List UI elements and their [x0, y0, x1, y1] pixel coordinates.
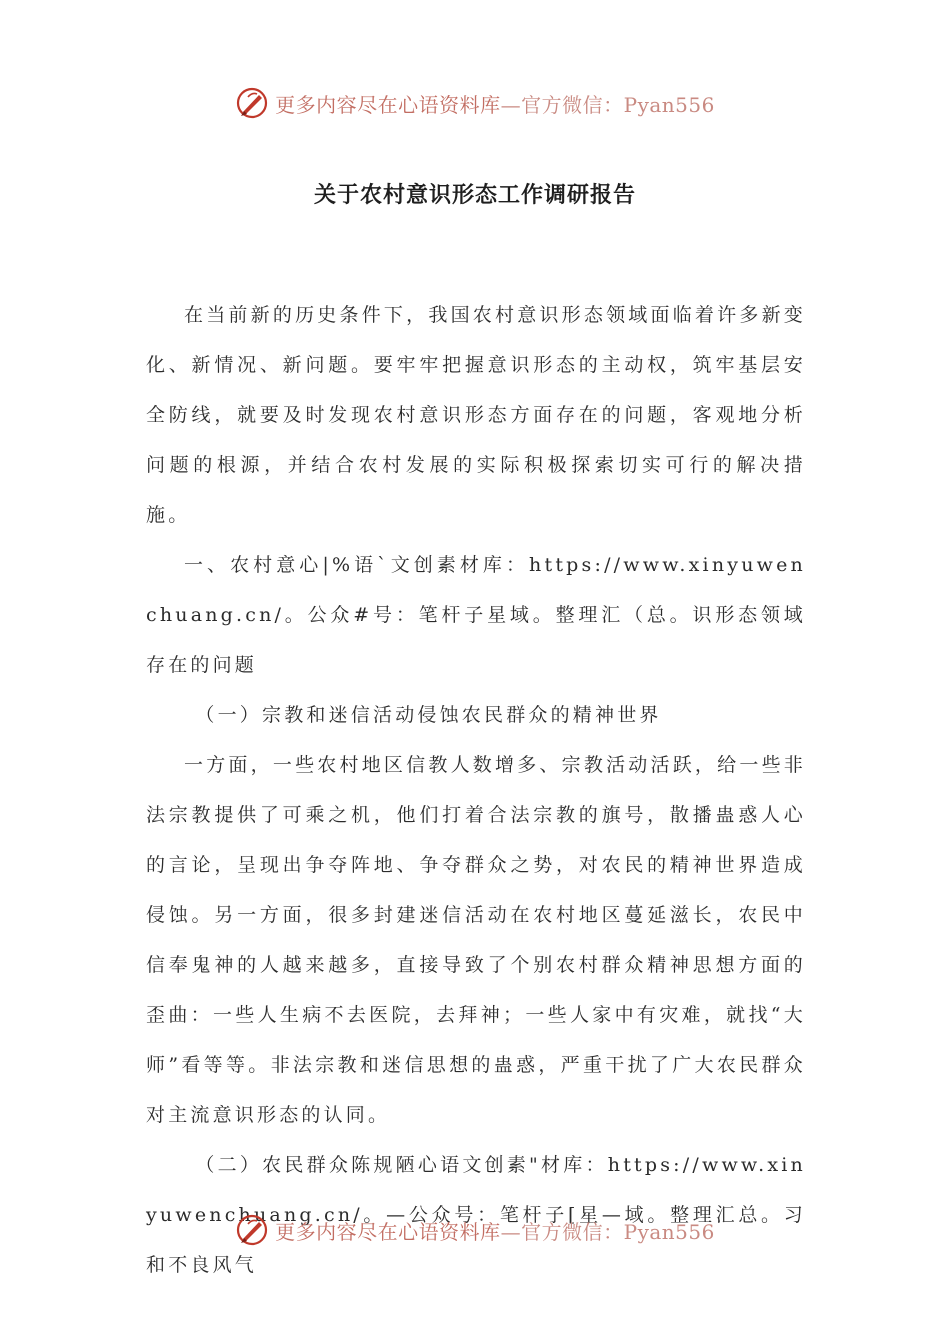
pen-logo-icon [235, 86, 269, 120]
pen-logo-icon [235, 1213, 269, 1247]
header-watermark [0, 83, 950, 123]
paragraph-body-1: 一方面，一些农村地区信教人数增多、宗教活动活跃，给一些非法宗教提供了可乘之机，他们打着合法宗教的旗号，散播蛊惑人心的言论，呈现出争夺阵地、争夺群众之势，对农民的精神世界造成侵蚀。另一方面，很多封建迷信活动在农村地区蔓延滋长，农民中信奉鬼神的人越来越多，直接导致了个别农村群众精神思想方面的歪曲：一些人生病不去医院，去拜神；一些人家中有灾难，就找“大师”看等等。非法宗教和迷信思想的蛊惑，严重干扰了广大农民群众对主流意识形态的认同。 [146, 754, 806, 1126]
watermark-tail-text: 官方微信：Pyan556 [521, 92, 715, 117]
watermark-main-text: 更多内容尽在心语资料库 [275, 92, 501, 117]
watermark-text [275, 89, 715, 118]
footer-watermark [0, 1210, 950, 1250]
paragraph-subheading-1: （一）宗教和迷信活动侵蚀农民群众的精神世界 [195, 704, 662, 726]
paragraph-intro: 在当前新的历史条件下，我国农村意识形态领域面临着许多新变化、新情况、新问题。要牢牢把握意识形态的主动权，筑牢基层安全防线，就要及时发现农村意识形态方面存在的问题，客观地分析问题的根源，并结合农村发展的实际积极探索切实可行的解决措施。 [146, 304, 806, 526]
watermark-main-text: 更多内容尽在心语资料库 [275, 1219, 501, 1244]
watermark-tail-text: 官方微信：Pyan556 [521, 1219, 715, 1244]
paragraph-section-heading: 一、农村意心|%语`文创素材库：https://www.xinyuwenchuang.cn/。公众#号：笔杆子星域。整理汇（总。识形态领域存在的问题 [146, 554, 806, 676]
watermark-separator: — [500, 92, 522, 117]
document-title: 关于农村意识形态工作调研报告 [313, 182, 636, 208]
document-body [146, 290, 806, 1290]
watermark-text [275, 1216, 715, 1245]
paragraph-subheading-2: （二）农民群众陈规陋心语文创素"材库：https://www.xinyuwenchuang.cn/。—公众号：笔杆子[星—域。整理汇总。习和不良风气 [146, 1154, 806, 1276]
watermark-separator: — [500, 1219, 522, 1244]
